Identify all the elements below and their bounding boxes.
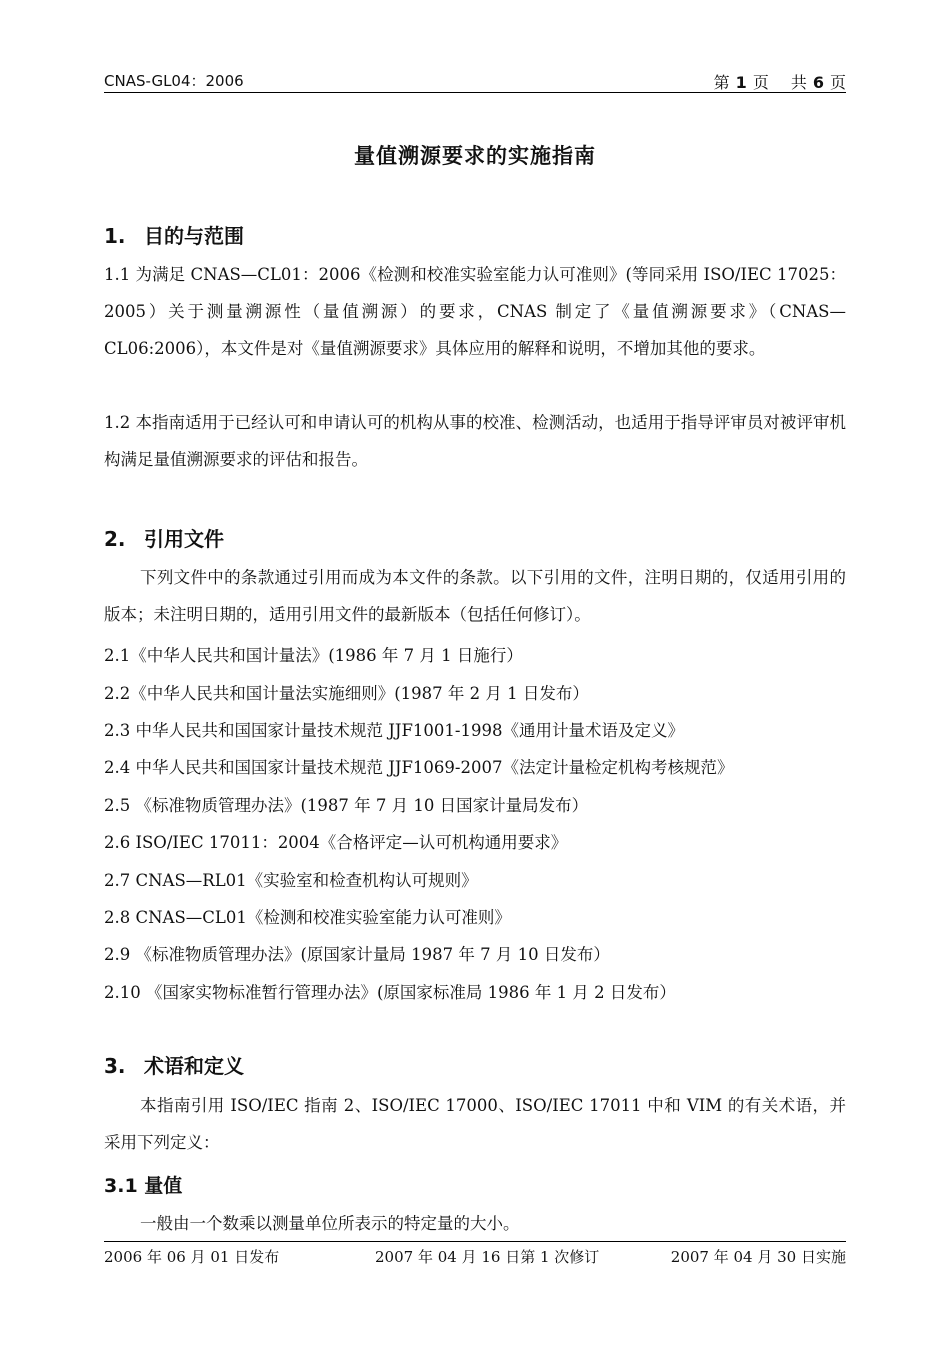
section-2-title: 引用文件 [144,527,224,551]
reference-item-5: 2.5 《标准物质管理办法》(1987 年 7 月 10 日国家计量局发布） [104,796,589,815]
reference-item-10: 2.10 《国家实物标准暂行管理办法》(原国家标准局 1986 年 1 月 2 日发布） [104,983,676,1002]
section-3-heading [104,1050,244,1079]
subsection-3-1-text: 一般由一个数乘以测量单位所表示的特定量的大小。 [140,1214,520,1233]
header-rule [104,92,846,93]
doc-code: CNAS-GL04：2006 [104,72,244,90]
reference-item-7: 2.7 CNAS—RL01《实验室和检查机构认可规则》 [104,871,478,890]
reference-item-8: 2.8 CNAS—CL01《检测和校准实验室能力认可准则》 [104,908,511,927]
section-1-paragraph-2: 1.2 本指南适用于已经认可和申请认可的机构从事的校准、检测活动，也适用于指导评审员对被评审机构满足量值溯源要求的评估和报告。 [104,413,846,469]
section-2-intro: 下列文件中的条款通过引用而成为本文件的条款。以下引用的文件，注明日期的，仅适用引用的版本；未注明日期的，适用引用文件的最新版本（包括任何修订）。 [104,568,846,624]
section-3-intro: 本指南引用 ISO/IEC 指南 2、ISO/IEC 17000、ISO/IEC 17011 中和 VIM 的有关术语，并采用下列定义： [104,1096,846,1152]
reference-item-3: 2.3 中华人民共和国国家计量技术规范 JJF1001-1998《通用计量术语及定义》 [104,721,684,740]
footer-rule [104,1241,846,1242]
page-unit: 页 [752,73,769,92]
page-prefix: 第 [713,73,730,92]
footer-revision-date: 2007 年 04 月 16 日第 1 次修订 [375,1248,600,1266]
section-1-paragraph-1: 1.1 为满足 CNAS—CL01：2006《检测和校准实验室能力认可准则》(等同采用 ISO/IEC 17025：2005）关于测量溯源性（量值溯源）的要求，CNAS 制定了《量值溯源要求》（CNAS—CL06:2006），本文件是对《量值溯源要求》具体应用的解释和说明，不增加其他的要求。 [104,265,846,358]
subsection-3-1-heading: 3.1 量值 [104,1175,183,1197]
page-header [104,70,846,92]
total-prefix: 共 [790,73,807,92]
footer-issued-date: 2006 年 06 月 01 日发布 [104,1248,280,1266]
document-title: 量值溯源要求的实施指南 [354,144,596,168]
section-2-heading [104,523,224,552]
reference-item-1: 2.1《中华人民共和国计量法》(1986 年 7 月 1 日施行） [104,646,523,665]
section-1-title: 目的与范围 [144,224,244,248]
reference-item-6: 2.6 ISO/IEC 17011：2004《合格评定—认可机构通用要求》 [104,833,568,852]
footer-effective-date: 2007 年 04 月 30 日实施 [670,1248,846,1266]
reference-item-4: 2.4 中华人民共和国国家计量技术规范 JJF1069-2007《法定计量检定机构考核规范》 [104,758,734,777]
section-1-number: 1. [104,224,126,248]
total-pages: 6 [812,73,824,92]
page-number: 1 [735,73,747,92]
section-3-number: 3. [104,1054,126,1078]
section-1-heading [104,220,244,249]
reference-item-2: 2.2《中华人民共和国计量法实施细则》(1987 年 2 月 1 日发布） [104,684,589,703]
section-2-number: 2. [104,527,126,551]
section-3-title: 术语和定义 [144,1054,244,1078]
reference-item-9: 2.9 《标准物质管理办法》(原国家计量局 1987 年 7 月 10 日发布） [104,945,610,964]
page-counter [714,70,846,93]
total-unit: 页 [829,73,846,92]
